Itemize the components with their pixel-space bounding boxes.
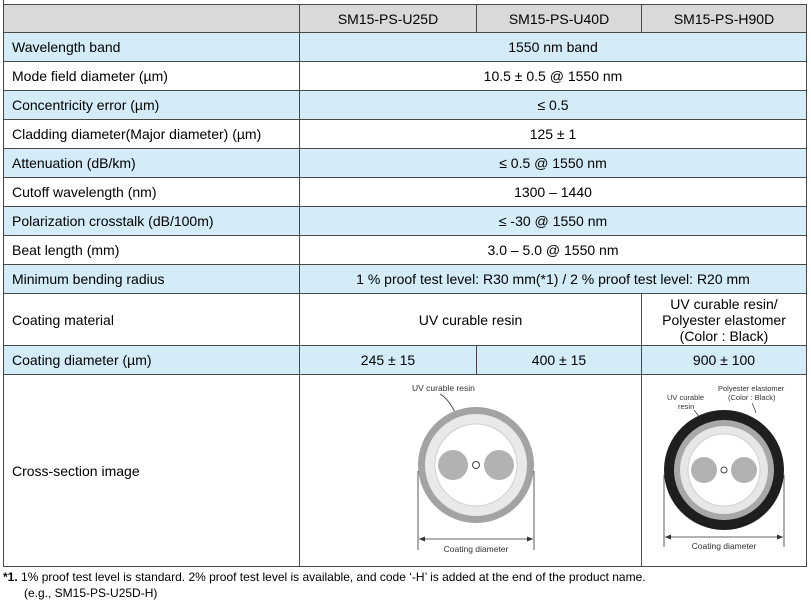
cross-section-cell-h90d [642, 375, 807, 567]
h-fiber-core [721, 467, 727, 473]
table-row [4, 33, 807, 62]
row-label: Coating material [4, 294, 300, 346]
row-label: Attenuation (dB/km) [4, 149, 300, 178]
row-label: Coating diameter (µm) [4, 346, 300, 375]
coating-h-line-1: UV curable resin/ [670, 295, 778, 312]
table-row [4, 236, 807, 265]
h-dim-arrow-left [665, 535, 671, 540]
uv-resin-label: UV curable resin [412, 383, 475, 393]
row-value: 125 ± 1 [300, 120, 807, 149]
row-value-u25d: 245 ± 15 [300, 346, 477, 375]
row-value: ≤ -30 @ 1550 nm [300, 207, 807, 236]
h-poly-leader [752, 403, 756, 413]
table-row [4, 294, 807, 346]
column-header-u40d: SM15-PS-U40D [477, 5, 642, 33]
row-label: Mode field diameter (µm) [4, 62, 300, 91]
spec-table [3, 4, 807, 567]
row-value: 1 % proof test level: R30 mm(*1) / 2 % proof test level: R20 mm [300, 265, 807, 294]
row-label: Cross-section image [4, 375, 300, 567]
h-resin-label-1: UV curable [667, 393, 705, 402]
h-dim-label: Coating diameter [691, 541, 757, 551]
table-row [4, 346, 807, 375]
cross-section-uv-image [300, 375, 641, 563]
table-row [4, 207, 807, 236]
stress-rod-right [484, 450, 514, 480]
table-row [4, 120, 807, 149]
row-value-h90d: 900 ± 100 [642, 346, 807, 375]
dim-arrow-right [527, 537, 533, 542]
table-row [4, 62, 807, 91]
row-label: Cutoff wavelength (nm) [4, 178, 300, 207]
h-stress-rod-right [731, 457, 757, 483]
cross-section-h90d-image [642, 375, 806, 563]
footnote-marker: *1. [3, 570, 18, 584]
h-poly-label-2: (Color : Black) [728, 393, 776, 402]
row-label: Minimum bending radius [4, 265, 300, 294]
table-row [4, 375, 807, 567]
row-value: 1550 nm band [300, 33, 807, 62]
footnote-line-2: (e.g., SM15-PS-U25D-H) [24, 586, 158, 600]
row-value-h90d [642, 294, 807, 346]
fiber-core [473, 462, 480, 469]
table-row [4, 149, 807, 178]
stress-rod-left [438, 450, 468, 480]
table-row [4, 91, 807, 120]
row-label: Polarization crosstalk (dB/100m) [4, 207, 300, 236]
cross-section-cell-uv [300, 375, 642, 567]
footnote-line-1 [3, 569, 646, 585]
row-value: ≤ 0.5 [300, 91, 807, 120]
h-dim-arrow-right [777, 535, 783, 540]
header-blank-cell [4, 5, 300, 33]
table-row [4, 265, 807, 294]
row-value-u40d: 400 ± 15 [477, 346, 642, 375]
table-row [4, 178, 807, 207]
footnote-text: 1% proof test level is standard. 2% proof test level is available, and code ‘-H’ is added at the end of the product name. [17, 570, 646, 584]
uv-dim-label: Coating diameter [443, 544, 509, 554]
row-label: Beat length (mm) [4, 236, 300, 265]
h-stress-rod-left [691, 457, 717, 483]
row-label: Cladding diameter(Major diameter) (µm) [4, 120, 300, 149]
h-poly-label-1: Polyester elastomer [718, 384, 785, 393]
header-row [4, 5, 807, 33]
row-value: ≤ 0.5 @ 1550 nm [300, 149, 807, 178]
row-label: Wavelength band [4, 33, 300, 62]
footnote [3, 569, 646, 601]
row-value: 3.0 – 5.0 @ 1550 nm [300, 236, 807, 265]
coating-h-line-2: Polyester elastomer [662, 311, 786, 328]
row-value: 1300 – 1440 [300, 178, 807, 207]
h-resin-label-2: resin [678, 402, 695, 411]
row-value: 10.5 ± 0.5 @ 1550 nm [300, 62, 807, 91]
row-label: Concentricity error (µm) [4, 91, 300, 120]
column-header-h90d: SM15-PS-H90D [642, 5, 807, 33]
coating-h-line-3: (Color : Black) [679, 327, 769, 344]
row-value: UV curable resin [300, 294, 642, 346]
column-header-u25d: SM15-PS-U25D [300, 5, 477, 33]
dim-arrow-left [419, 537, 425, 542]
